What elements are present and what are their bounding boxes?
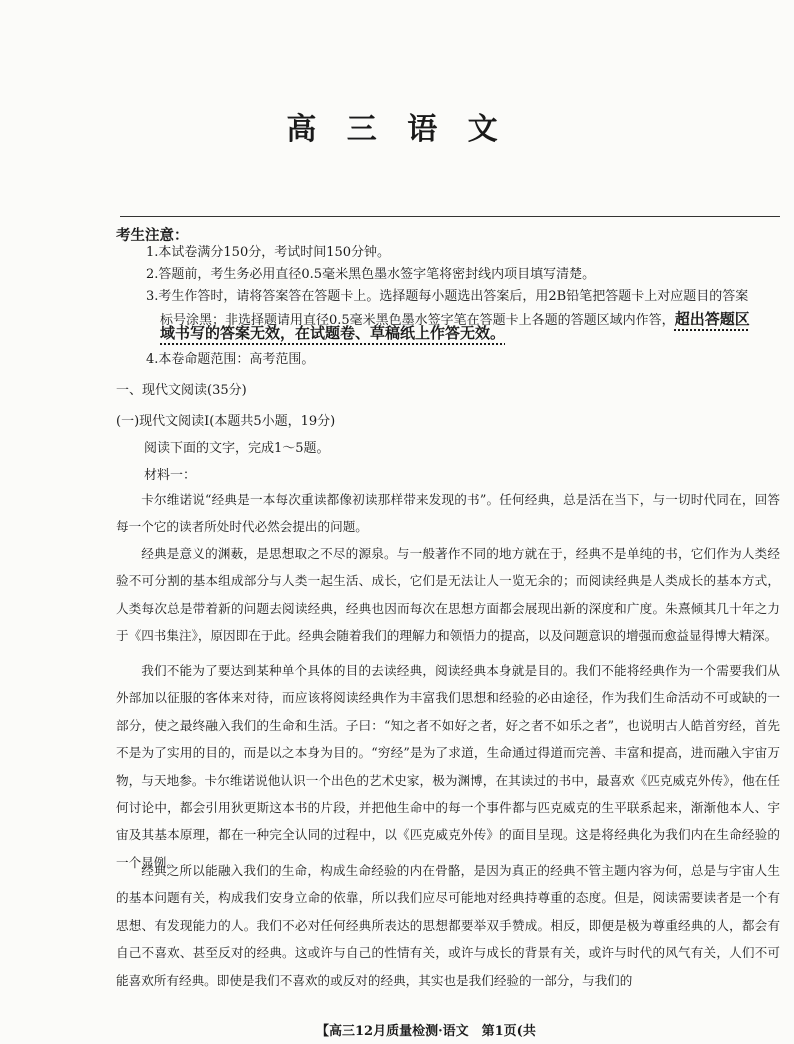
notice-emphasis-2: 域书写的答案无效，在试题卷、草稿纸上作答无效。 [160, 324, 506, 342]
notice-item-2: 2.答题前，考生务必用直径0.5毫米黑色墨水签字笔将密封线内项目填写清楚。 [146, 267, 596, 282]
paragraph-1: 卡尔维诺说“经典是一本每次重读都像初读那样带来发现的书”。任何经典，总是活在当下，与一切时代同在，回答每一个它的读者所处时代必然会提出的问题。 [116, 492, 780, 535]
header-divider [120, 216, 780, 217]
paragraph-3: 我们不能为了要达到某种单个具体的目的去读经典，阅读经典本身就是目的。我们不能将经典作为一个需要我们从外部加以征服的客体来对待，而应该将阅读经典作为丰富我们思想和经验的必由途径，作为我们生命活动不可或缺的一部分，使之最终融入我们的生命和生活。子曰：“知之者不如好之者，好之者不如乐之者”，也说明古人皓首穷经，首先不是为了实用的目的，而是以之本身为目的。“穷经”是为了求道，生命通过得道而完善、丰富和提高，进而融入宇宙万物，与天地参。卡尔维诺说他认识一个出色的艺术史家，极为渊博，在其读过的书中，最喜欢《匹克威克外传》，他在任何讨论中，都会引用狄更斯这本书的片段，并把他生命中的每一个事件都与匹克威克的生平联系起来，渐渐他本人、宇宙及其基本原理，都在一种完全认同的过程中，以《匹克威克外传》的面目呈现。这是将经典化为我们内在生命经验的一个显例。 [116, 663, 780, 870]
paragraph-4: 经典之所以能融入我们的生命，构成生命经验的内在骨骼，是因为真正的经典不管主题内容为何，总是与宇宙人生的基本问题有关，构成我们安身立命的依靠，所以我们应尽可能地对经典持尊重的态度。但是，阅读需要读者是一个有思想、有发现能力的人。我们不必对任何经典所表达的思想都要举双手赞成。相反，即便是极为尊重经典的人，都会有自己不喜欢、甚至反对的经典。这或许与自己的性情有关，或许与成长的背景有关，或许与时代的风气有关，人们不可能喜欢所有经典。即使是我们不喜欢的或反对的经典，其实也是我们经验的一部分，与我们的 [116, 863, 780, 988]
page-footer: 【高三12月质量检测·语文 第1页(共 [316, 1024, 536, 1039]
notice-emphasis-1: 超出答题区 [674, 310, 750, 328]
notice-item-1: 1.本试卷满分150分，考试时间150分钟。 [146, 245, 391, 260]
notice-item-3-line-3 [160, 322, 794, 346]
section-heading: 一、现代文阅读(35分) [116, 383, 247, 398]
notice-item-3-line-1: 3.考生作答时，请将答案答在答题卡上。选择题每小题选出答案后，用2B铅笔把答题卡上对应题目的答案 [146, 289, 749, 304]
notice-heading: 考生注意： [116, 227, 189, 244]
exam-title: 高 三 语 文 [286, 112, 508, 147]
notice-item-4: 4.本卷命题范围：高考范围。 [146, 352, 315, 367]
paragraph-2: 经典是意义的渊薮，是思想取之不尽的源泉。与一般著作不同的地方就在于，经典不是单纯的书，它们作为人类经验不可分割的基本组成部分与人类一起生活、成长，它们是无法让人一览无余的；而阅读经典是人类成长的基本方式，人类每次总是带着新的问题去阅读经典，经典也因而每次在思想方面都会展现出新的深度和广度。朱熹倾其几十年之力于《四书集注》，原因即在于此。经典会随着我们的理解力和领悟力的提高，以及问题意识的增强而愈益显得博大精深。 [116, 546, 780, 644]
subsection-heading: (一)现代文阅读Ⅰ(本题共5小题，19分) [116, 414, 336, 429]
material-label: 材料一： [144, 468, 197, 483]
reading-instruction: 阅读下面的文字，完成1～5题。 [144, 441, 330, 456]
notice-item-3-text: 标号涂黑；非选择题请用直径0.5毫米黑色墨水签字笔在答题卡上各题的答题区域内作答， [160, 313, 675, 328]
